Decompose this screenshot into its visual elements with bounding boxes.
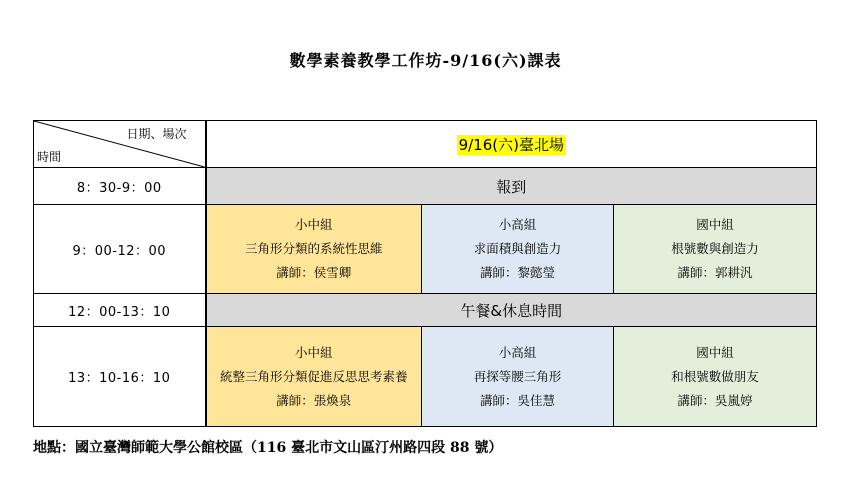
session-slot-junior-high: [614, 205, 817, 294]
session-slot-junior-high: [614, 327, 817, 427]
session-slot-elementary-middle: [206, 327, 422, 427]
instructor-label: 講師：吳嵐婷: [677, 392, 753, 408]
schedule-table: [33, 120, 817, 427]
topic-label: 和根號數做朋友: [671, 368, 759, 384]
session-slot-elementary-middle: [206, 205, 422, 294]
time-label: 時間: [37, 150, 62, 164]
page-title: 數學素養教學工作坊-9/16(六)課表: [289, 51, 562, 70]
topic-label: 統整三角形分類促進反思思考素養: [219, 368, 408, 384]
lunch-cell: 午餐&休息時間: [206, 294, 817, 327]
venue-label: 9/16(六)臺北場: [458, 135, 564, 154]
lunch-row: [34, 294, 817, 327]
group-label: 國中組: [696, 344, 734, 360]
venue-header-cell: [206, 121, 817, 168]
time-cell: 9：00-12：00: [34, 205, 206, 294]
instructor-label: 講師：郭耕汎: [677, 265, 753, 280]
group-label: 小中組: [294, 217, 333, 232]
time-cell: 8：30-9：00: [34, 168, 206, 205]
group-label: 國中組: [696, 217, 734, 232]
instructor-label: 講師：侯雪卿: [276, 265, 352, 280]
checkin-cell: 報到: [206, 168, 817, 205]
corner-header-cell: [34, 121, 206, 168]
venue-address: 地點：國立臺灣師範大學公館校區（116 臺北市文山區汀州路四段 88 號）: [33, 440, 503, 456]
date-session-label: 日期、場次: [126, 127, 187, 141]
time-cell: 13：10-16：10: [34, 327, 206, 427]
session-slot-elementary-upper: [422, 205, 614, 294]
session-slot-elementary-upper: [422, 327, 614, 427]
topic-label: 三角形分類的系統性思維: [244, 241, 383, 256]
topic-label: 求面積與創造力: [473, 241, 562, 256]
instructor-label: 講師：張煥泉: [276, 392, 352, 408]
time-cell: 12：00-13：10: [34, 294, 206, 327]
topic-label: 根號數與創造力: [671, 241, 759, 256]
afternoon-row: [34, 327, 817, 427]
header-row: [34, 121, 817, 168]
group-label: 小高組: [498, 344, 537, 360]
instructor-label: 講師：吳佳慧: [479, 392, 555, 408]
morning-row: [34, 205, 817, 294]
instructor-label: 講師：黎懿瑩: [479, 265, 555, 280]
checkin-row: [34, 168, 817, 205]
group-label: 小中組: [294, 344, 333, 360]
group-label: 小高組: [498, 217, 537, 232]
topic-label: 再探等腰三角形: [473, 368, 562, 384]
